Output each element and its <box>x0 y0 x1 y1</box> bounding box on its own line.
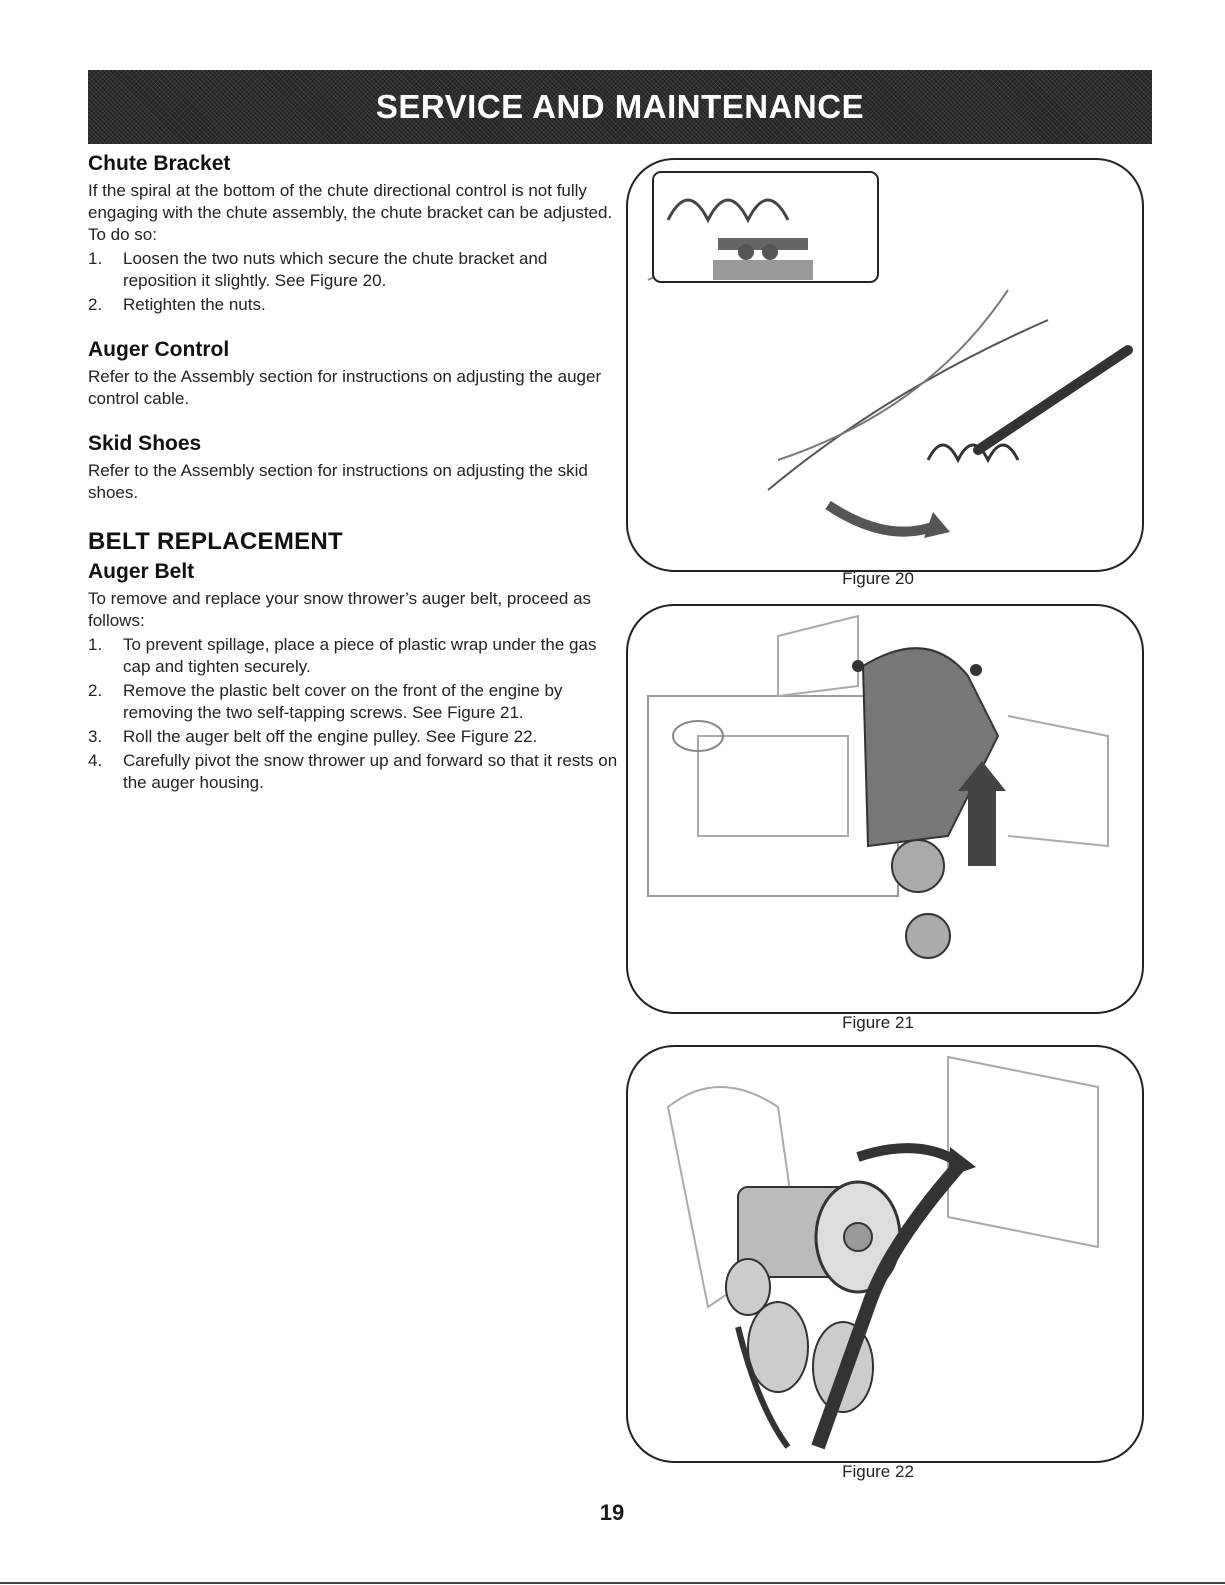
bottom-rule <box>0 1582 1225 1584</box>
figure-22-caption: Figure 22 <box>842 1462 914 1481</box>
list-item <box>88 750 618 794</box>
step-number: 4. <box>88 751 103 770</box>
auger-belt-pulley-drawing <box>628 1047 1142 1461</box>
figure-20-illustration <box>626 158 1144 572</box>
auger-control-text: Refer to the Assembly section for instructions on adjusting the auger control cable. <box>88 367 602 408</box>
step-number: 3. <box>88 727 103 746</box>
skid-shoes-heading: Skid Shoes <box>88 432 202 455</box>
step-number: 2. <box>88 295 103 314</box>
figure-21-illustration <box>626 604 1144 1014</box>
figure-22-illustration <box>626 1045 1144 1463</box>
chute-bracket-drawing <box>628 160 1142 570</box>
section-banner <box>88 70 1152 144</box>
auger-control-section <box>88 338 618 410</box>
text-column <box>88 152 618 794</box>
skid-shoes-text: Refer to the Assembly section for instructions on adjusting the skid shoes. <box>88 461 588 502</box>
page-number: 19 <box>599 1500 625 1525</box>
list-item <box>88 634 618 678</box>
chute-bracket-section <box>88 152 618 316</box>
step-number: 1. <box>88 249 103 268</box>
step-text: Retighten the nuts. <box>123 295 266 314</box>
auger-belt-intro: To remove and replace your snow thrower’s auger belt, proceed as follows: <box>88 589 592 630</box>
skid-shoes-section <box>88 432 618 504</box>
list-item <box>88 248 618 292</box>
figure-20-caption: Figure 20 <box>842 569 914 588</box>
list-item <box>88 726 618 748</box>
chute-bracket-steps <box>88 248 618 316</box>
figure-21-caption: Figure 21 <box>842 1013 914 1032</box>
auger-belt-steps <box>88 634 618 794</box>
step-number: 1. <box>88 635 103 654</box>
auger-belt-heading: Auger Belt <box>88 560 195 583</box>
step-text: Remove the plastic belt cover on the front of the engine by removing the two self-tapping screws. See Figure 21. <box>123 681 563 722</box>
list-item <box>88 294 618 316</box>
belt-replacement-section <box>88 528 618 794</box>
list-item <box>88 680 618 724</box>
step-text: Carefully pivot the snow thrower up and forward so that it rests on the auger housing. <box>123 751 618 792</box>
step-number: 2. <box>88 681 103 700</box>
belt-replacement-heading: BELT REPLACEMENT <box>88 528 344 555</box>
step-text: To prevent spillage, place a piece of plastic wrap under the gas cap and tighten securely. <box>123 635 597 676</box>
step-text: Roll the auger belt off the engine pulley. See Figure 22. <box>123 727 538 746</box>
page-title: SERVICE AND MAINTENANCE <box>375 88 865 125</box>
chute-bracket-intro: If the spiral at the bottom of the chute directional control is not fully engaging with the chute assembly, the chute bracket can be adjusted. To do so: <box>88 181 613 244</box>
auger-control-heading: Auger Control <box>88 338 230 361</box>
belt-cover-drawing <box>628 606 1142 1012</box>
step-text: Loosen the two nuts which secure the chute bracket and reposition it slightly. See Figure 20. <box>123 249 548 290</box>
chute-bracket-heading: Chute Bracket <box>88 152 231 175</box>
